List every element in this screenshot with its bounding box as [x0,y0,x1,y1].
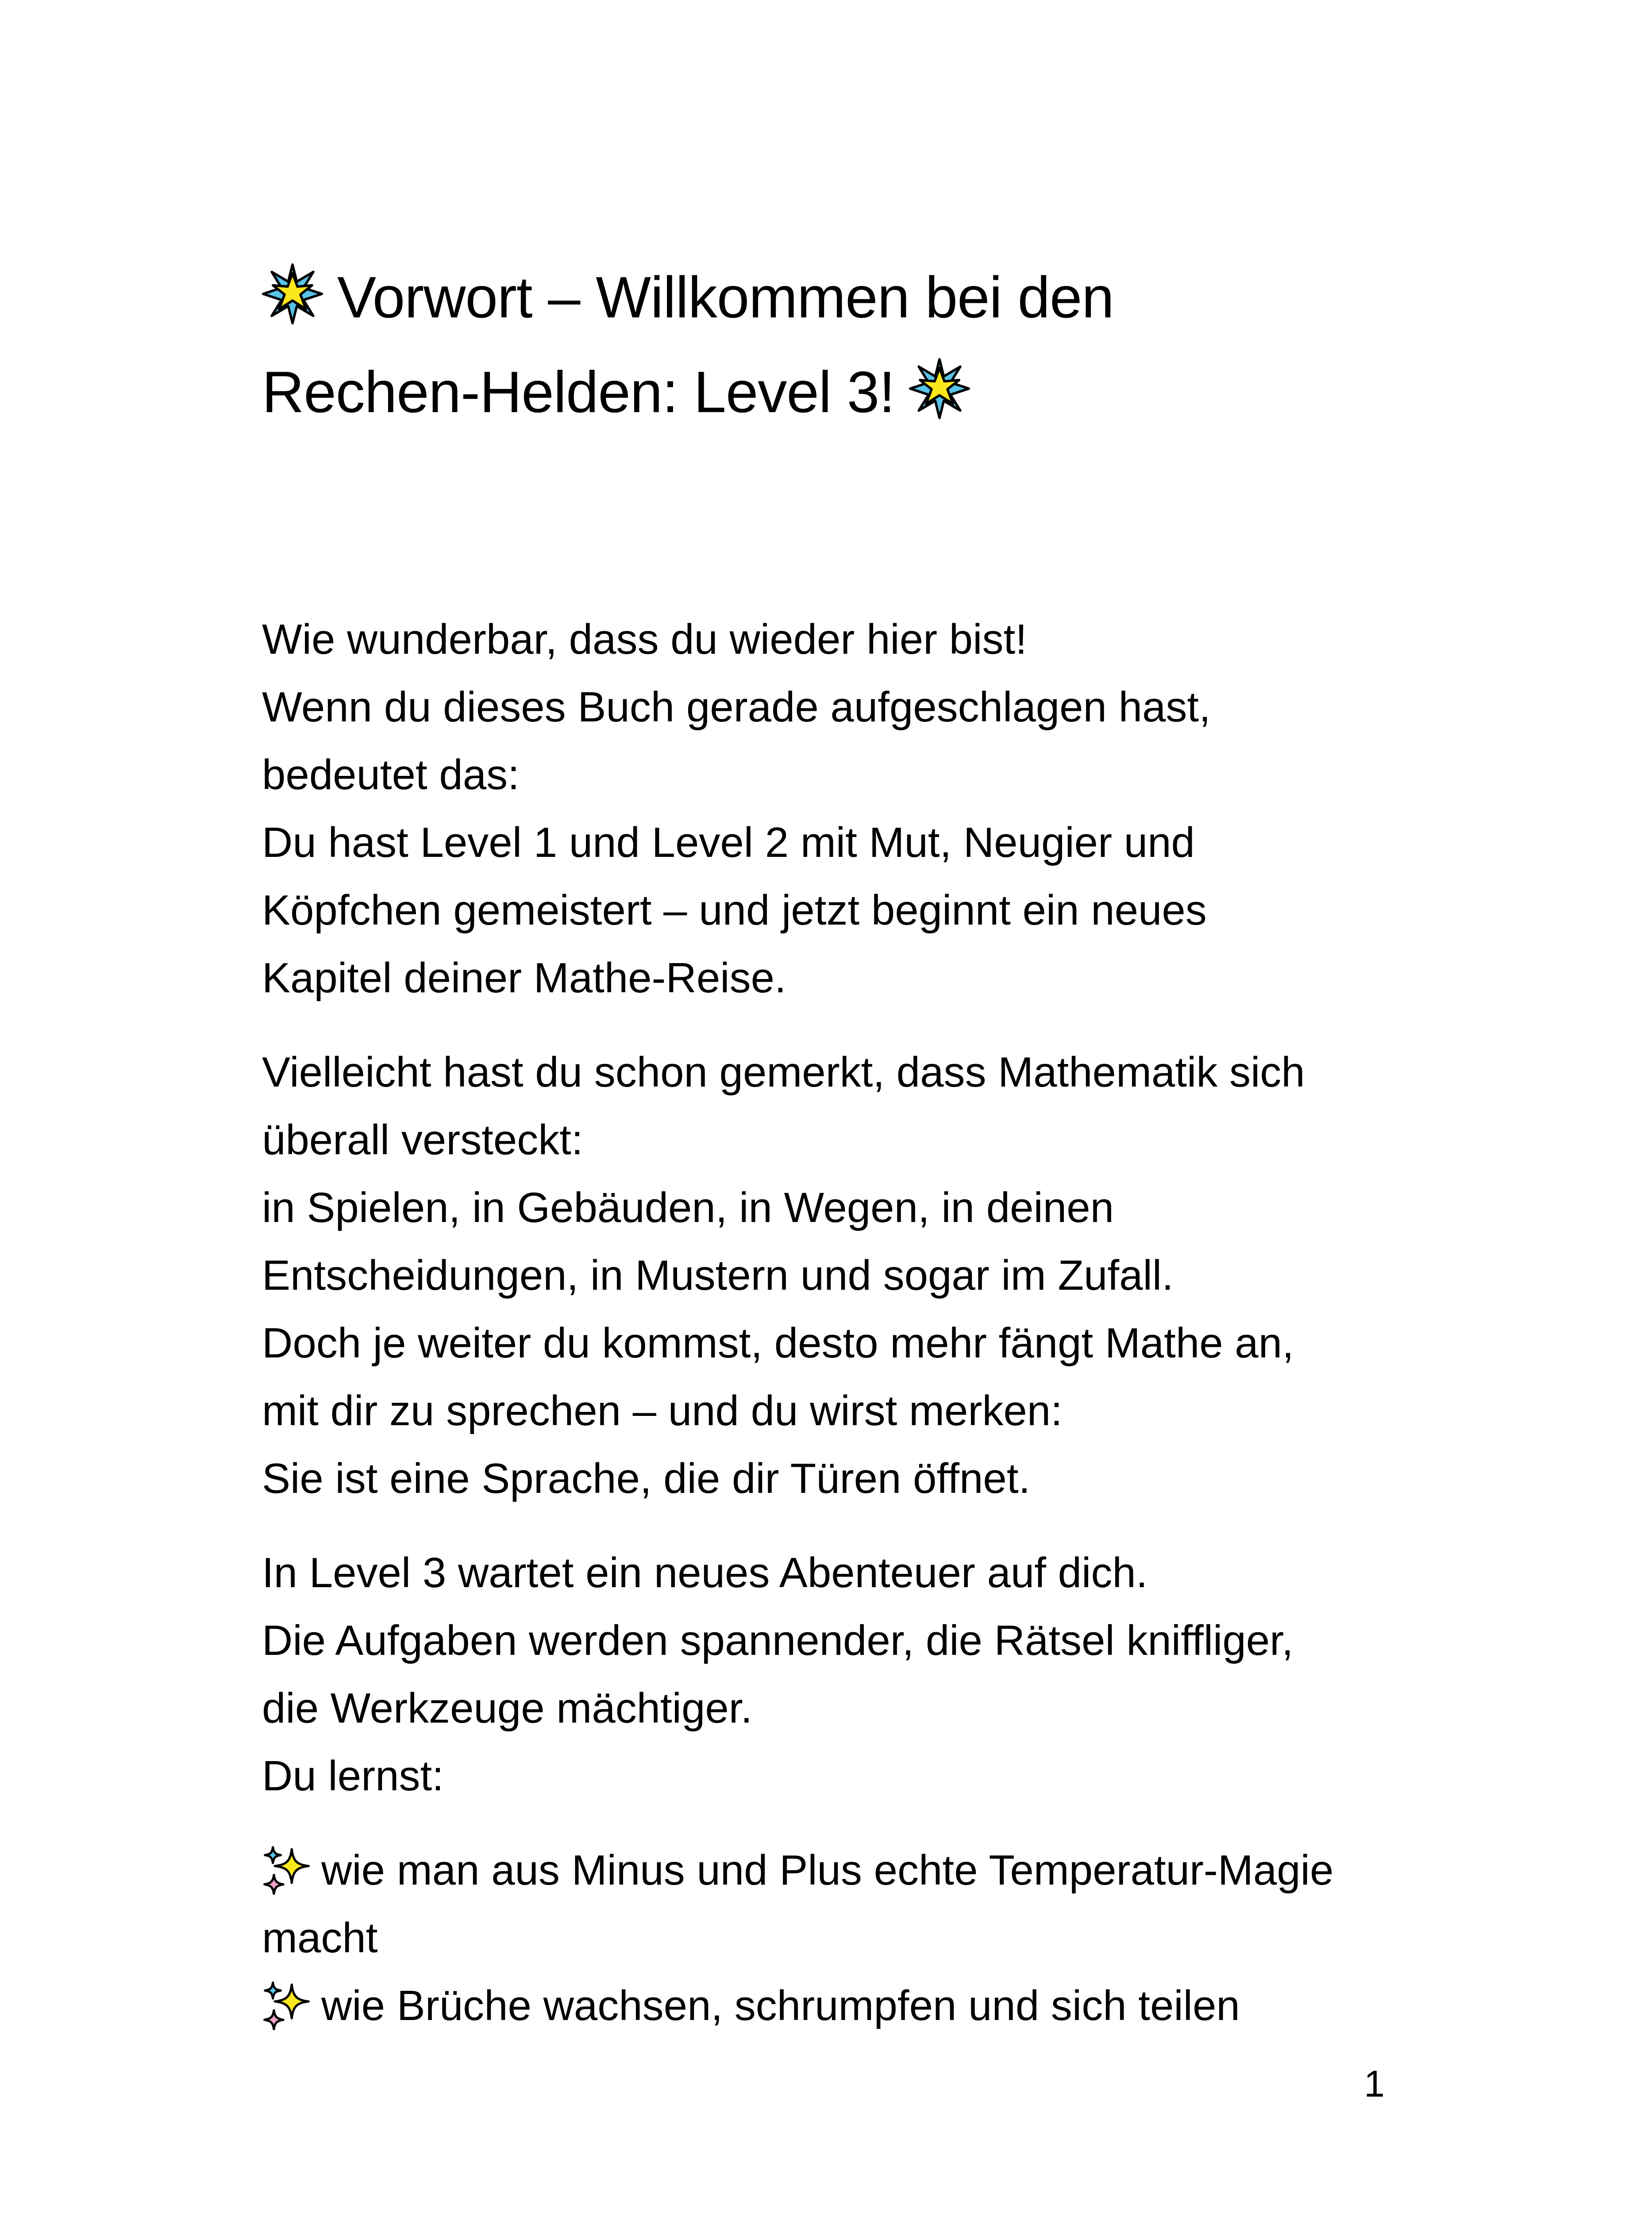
page-content [262,248,1395,2066]
title-text-2: Rechen-Helden: Level 3! [262,359,895,425]
body-text [262,605,1395,2040]
sparkles-icon [262,1981,312,2030]
bullet-list [262,1836,1395,2040]
title-line-2 [262,343,1395,437]
glowing-star-icon [909,358,970,419]
text-line: Vielleicht hast du schon gemerkt, dass Mathematik sich [262,1049,1305,1096]
bullet-text: wie man aus Minus und Plus echte Temperatur-Magie [321,1847,1334,1894]
page-number: 1 [1364,2063,1385,2105]
page-title [262,248,1395,437]
text-line: in Spielen, in Gebäuden, in Wegen, in deinen [262,1184,1114,1232]
paragraph-3 [262,1539,1395,1810]
text-line: überall versteckt: [262,1116,583,1164]
text-line: Wie wunderbar, dass du wieder hier bist! [262,616,1027,663]
paragraph-2 [262,1038,1395,1512]
bullet-continuation: macht [262,1914,378,1962]
text-line: In Level 3 wartet ein neues Abenteuer auf dich. [262,1549,1148,1597]
text-line: Kapitel deiner Mathe-Reise. [262,954,786,1002]
title-line-1 [262,248,1395,343]
paragraph-1 [262,605,1395,1012]
text-line: Du hast Level 1 und Level 2 mit Mut, Neugier und [262,819,1195,867]
text-line: bedeutet das: [262,751,520,799]
text-line: die Werkzeuge mächtiger. [262,1685,753,1732]
bullet-item-2 [262,1972,1395,2040]
text-line: Die Aufgaben werden spannender, die Rätsel kniffliger, [262,1617,1294,1665]
text-line: Köpfchen gemeistert – und jetzt beginnt ein neues [262,887,1207,934]
bullet-item-1 [262,1836,1395,1904]
title-text-1: Vorwort – Willkommen bei den [337,265,1114,330]
glowing-star-icon [262,263,323,324]
text-line: Sie ist eine Sprache, die dir Türen öffnet. [262,1455,1031,1503]
bullet-text: wie Brüche wachsen, schrumpfen und sich teilen [321,1982,1240,2030]
text-line: mit dir zu sprechen – und du wirst merken: [262,1387,1063,1435]
text-line: Du lernst: [262,1752,444,1800]
sparkles-icon [262,1845,312,1895]
text-line: Entscheidungen, in Mustern und sogar im Zufall. [262,1252,1174,1299]
text-line: Wenn du dieses Buch gerade aufgeschlagen hast, [262,683,1211,731]
text-line: Doch je weiter du kommst, desto mehr fängt Mathe an, [262,1319,1294,1367]
